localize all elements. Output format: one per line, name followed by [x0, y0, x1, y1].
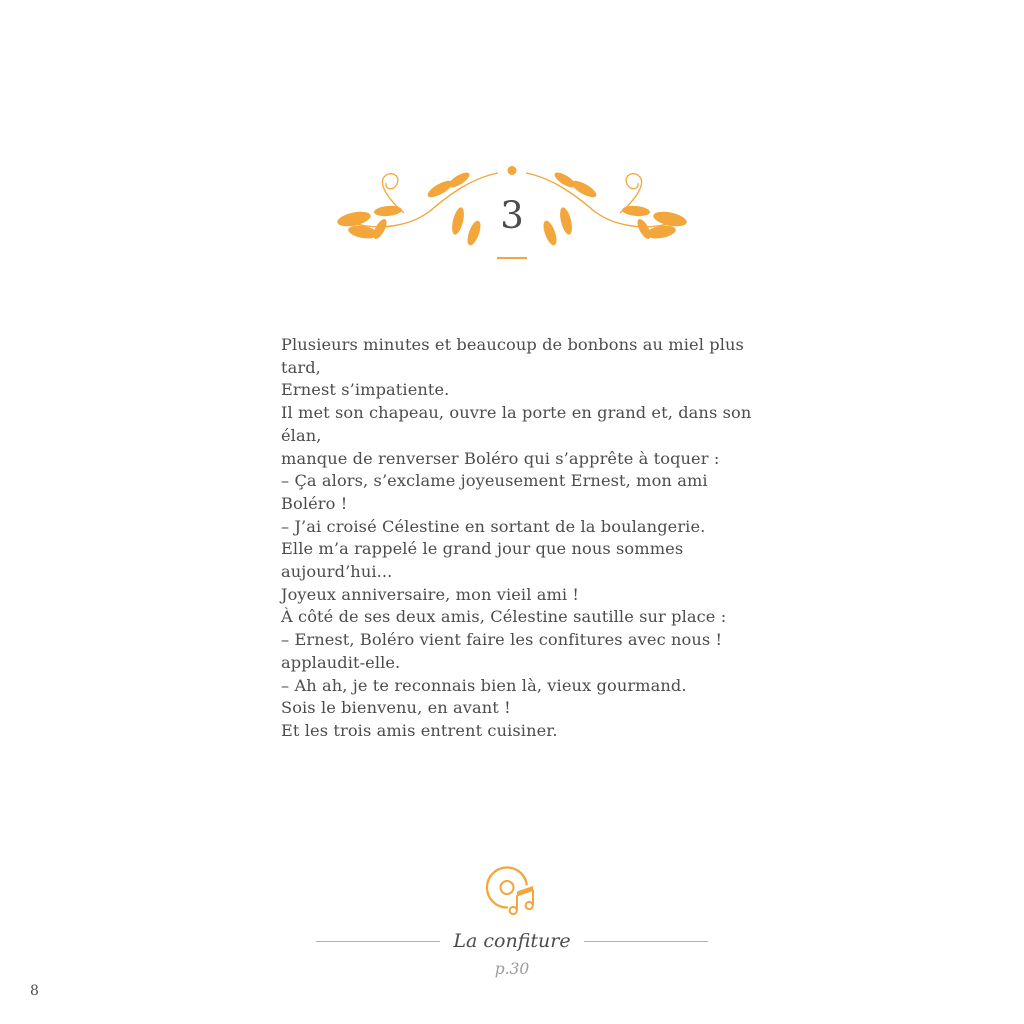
story-line: Plusieurs minutes et beaucoup de bonbons au miel plus tard, — [281, 335, 744, 377]
vinyl-record-music-icon — [302, 864, 722, 922]
story-line: – Ça alors, s’exclame joyeusement Ernest, mon ami Boléro ! — [281, 471, 708, 513]
song-title: La confiture — [453, 930, 571, 952]
chapter-underline — [497, 257, 527, 259]
story-line: Sois le bienvenu, en avant ! — [281, 698, 511, 718]
story-line: – J’ai croisé Célestine en sortant de la boulangerie. — [281, 516, 706, 536]
story-line: – Ah ah, je te reconnais bien là, vieux gourmand. — [281, 675, 687, 695]
story-line: applaudit-elle. — [281, 652, 401, 672]
chapter-header — [332, 161, 692, 261]
story-line: manque de renverser Boléro qui s’apprête à toquer : — [281, 448, 720, 468]
right-rule — [584, 941, 708, 942]
story-line: À côté de ses deux amis, Célestine sautille sur place : — [281, 607, 727, 627]
story-line: – Ernest, Boléro vient faire les confitures avec nous ! — [281, 630, 723, 650]
story-text — [281, 334, 761, 743]
ornament-center-dot — [508, 166, 517, 175]
left-rule — [316, 941, 440, 942]
story-line: Elle m’a rappelé le grand jour que nous sommes aujourd’hui... — [281, 539, 684, 582]
story-line: Ernest s’impatiente. — [281, 380, 450, 400]
story-line: Joyeux anniversaire, mon vieil ami ! — [281, 584, 580, 604]
story-line: Et les trois amis entrent cuisiner. — [281, 720, 558, 740]
song-title-row — [302, 932, 722, 951]
chapter-footer — [302, 864, 722, 978]
chapter-number: 3 — [500, 194, 524, 237]
page-number: 8 — [30, 983, 39, 999]
song-page-ref: p.30 — [494, 960, 530, 978]
story-line: Il met son chapeau, ouvre la porte en grand et, dans son élan, — [281, 403, 752, 445]
